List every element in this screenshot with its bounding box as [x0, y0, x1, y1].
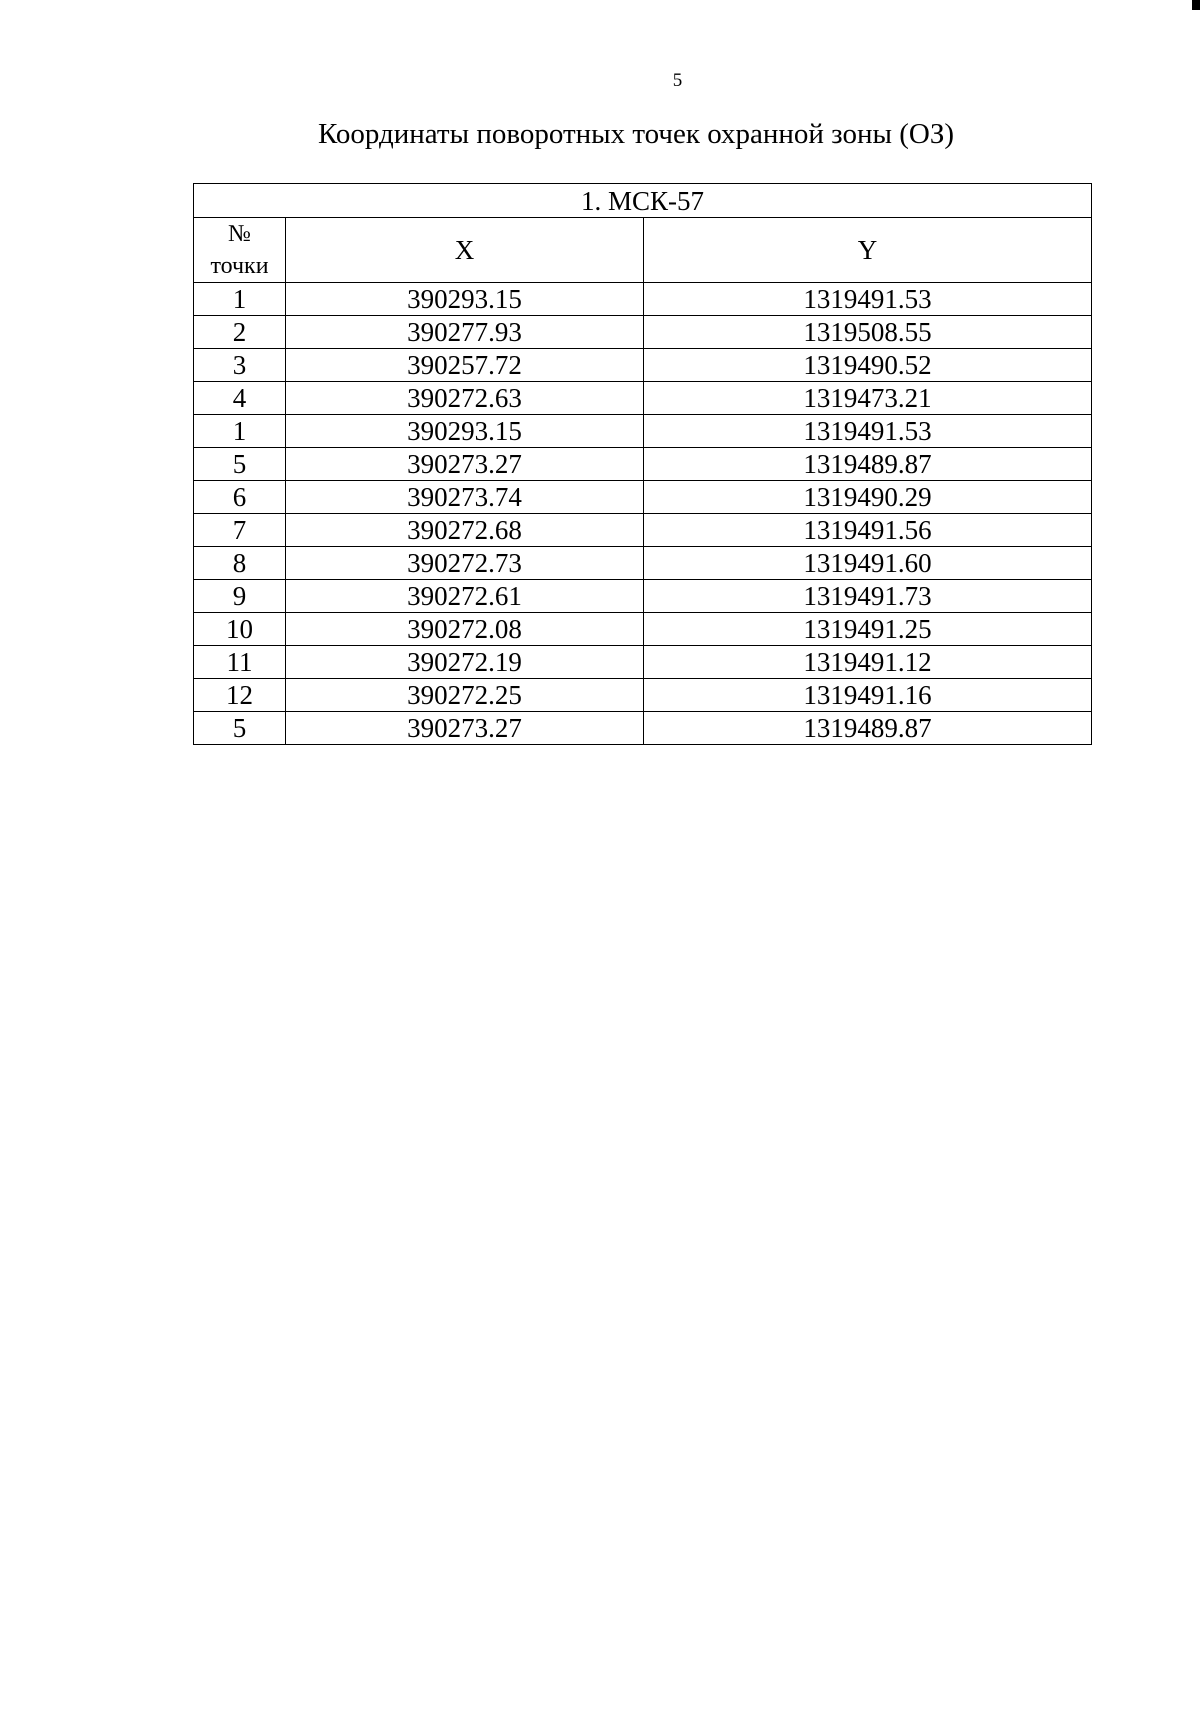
- point-number-cell: 9: [194, 580, 286, 613]
- point-number-cell: 11: [194, 646, 286, 679]
- point-number-header: [194, 218, 286, 283]
- point-number-cell: 4: [194, 382, 286, 415]
- point-number-cell: 7: [194, 514, 286, 547]
- point-number-cell: 6: [194, 481, 286, 514]
- table-header-row: [194, 218, 1092, 283]
- y-coordinate-cell: 1319491.56: [644, 514, 1092, 547]
- point-number-cell: 5: [194, 712, 286, 745]
- y-coordinate-cell: 1319473.21: [644, 382, 1092, 415]
- table-row: [194, 415, 1092, 448]
- x-coordinate-cell: 390272.68: [286, 514, 644, 547]
- x-coordinate-cell: 390272.08: [286, 613, 644, 646]
- coordinate-system-label: 1. МСК-57: [194, 184, 1092, 218]
- point-number-cell: 8: [194, 547, 286, 580]
- table-row: [194, 613, 1092, 646]
- point-number-header-line1: №: [228, 221, 251, 247]
- x-coordinate-cell: 390273.74: [286, 481, 644, 514]
- coordinates-table: [193, 183, 1092, 745]
- table-row: [194, 448, 1092, 481]
- point-number-cell: 1: [194, 283, 286, 316]
- y-coordinate-cell: 1319490.52: [644, 349, 1092, 382]
- y-coordinate-cell: 1319508.55: [644, 316, 1092, 349]
- table-row: [194, 283, 1092, 316]
- table-row: [194, 349, 1092, 382]
- coordinate-system-row: [194, 184, 1092, 218]
- table-row: [194, 382, 1092, 415]
- table-row: [194, 316, 1092, 349]
- point-number-cell: 5: [194, 448, 286, 481]
- point-number-header-line2: точки: [210, 253, 269, 279]
- table-row: [194, 547, 1092, 580]
- x-coordinate-cell: 390293.15: [286, 415, 644, 448]
- table-row: [194, 481, 1092, 514]
- point-number-cell: 2: [194, 316, 286, 349]
- y-coordinate-cell: 1319489.87: [644, 448, 1092, 481]
- scan-corner-mark: [1192, 0, 1200, 10]
- x-column-header: X: [286, 218, 644, 283]
- x-coordinate-cell: 390257.72: [286, 349, 644, 382]
- page-title: Координаты поворотных точек охранной зоны (ОЗ): [317, 118, 955, 150]
- x-coordinate-cell: 390277.93: [286, 316, 644, 349]
- table-row: [194, 646, 1092, 679]
- y-coordinate-cell: 1319491.25: [644, 613, 1092, 646]
- table-body: [194, 283, 1092, 745]
- x-coordinate-cell: 390273.27: [286, 712, 644, 745]
- point-number-cell: 10: [194, 613, 286, 646]
- x-coordinate-cell: 390272.25: [286, 679, 644, 712]
- x-coordinate-cell: 390273.27: [286, 448, 644, 481]
- point-number-cell: 12: [194, 679, 286, 712]
- table-row: [194, 580, 1092, 613]
- point-number-cell: 1: [194, 415, 286, 448]
- point-number-cell: 3: [194, 349, 286, 382]
- y-coordinate-cell: 1319491.16: [644, 679, 1092, 712]
- table-row: [194, 514, 1092, 547]
- table-row: [194, 712, 1092, 745]
- x-coordinate-cell: 390272.73: [286, 547, 644, 580]
- x-coordinate-cell: 390272.61: [286, 580, 644, 613]
- y-coordinate-cell: 1319489.87: [644, 712, 1092, 745]
- y-coordinate-cell: 1319491.53: [644, 283, 1092, 316]
- x-coordinate-cell: 390293.15: [286, 283, 644, 316]
- y-coordinate-cell: 1319491.12: [644, 646, 1092, 679]
- x-coordinate-cell: 390272.63: [286, 382, 644, 415]
- table-row: [194, 679, 1092, 712]
- y-coordinate-cell: 1319490.29: [644, 481, 1092, 514]
- y-column-header: Y: [644, 218, 1092, 283]
- y-coordinate-cell: 1319491.53: [644, 415, 1092, 448]
- page-number: 5: [672, 70, 683, 91]
- y-coordinate-cell: 1319491.60: [644, 547, 1092, 580]
- x-coordinate-cell: 390272.19: [286, 646, 644, 679]
- y-coordinate-cell: 1319491.73: [644, 580, 1092, 613]
